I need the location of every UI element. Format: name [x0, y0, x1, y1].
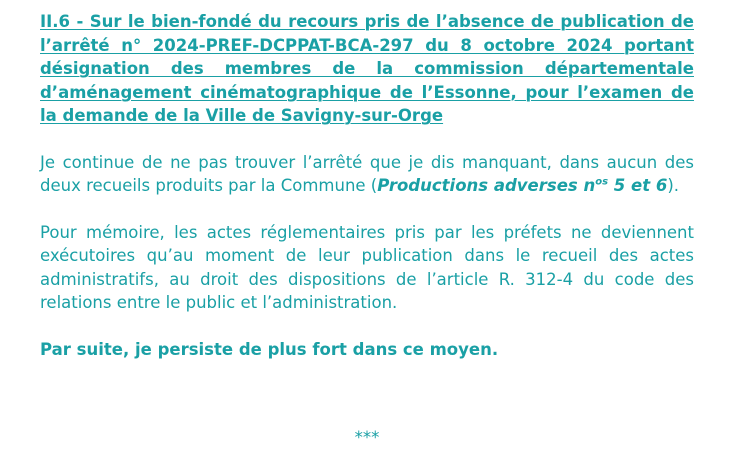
paragraph-text-before: Je continue de ne pas trouver l’arrêté que je dis manquant, dans aucun des deux recueils produits par la Commune ( — [40, 152, 694, 195]
reference-main: Productions adverses n — [377, 176, 596, 195]
paragraph-conclusion: Par suite, je persiste de plus fort dans ce moyen. — [40, 339, 499, 359]
productions-reference — [377, 176, 667, 195]
section-heading: II.6 - Sur le bien-fondé du recours pris de l’absence de publication de l’arrêté n° 2024-PREF-DCPPAT-BCA-297 du 8 octobre 2024 portant désignation des membres de la commission départementale d’aménagement cinématographique de l’Essonne, pour l’examen de la demande de la Ville de Savigny-sur-Orge — [40, 12, 694, 125]
section-separator: *** — [354, 428, 380, 447]
document-page — [40, 10, 694, 361]
paragraph-text-after: ). — [667, 176, 679, 195]
paragraph-reminder: Pour mémoire, les actes réglementaires pris par les préfets ne deviennent exécutoires qu’au moment de leur publication dans le recueil des actes administratifs, au droit des dispositions de l’article R. 312-4 du code des relations entre le public et l’administration. — [40, 222, 694, 312]
reference-end: 5 et 6 — [608, 176, 668, 195]
reference-superscript: os — [595, 176, 609, 188]
paragraph-missing-decree — [40, 151, 694, 198]
